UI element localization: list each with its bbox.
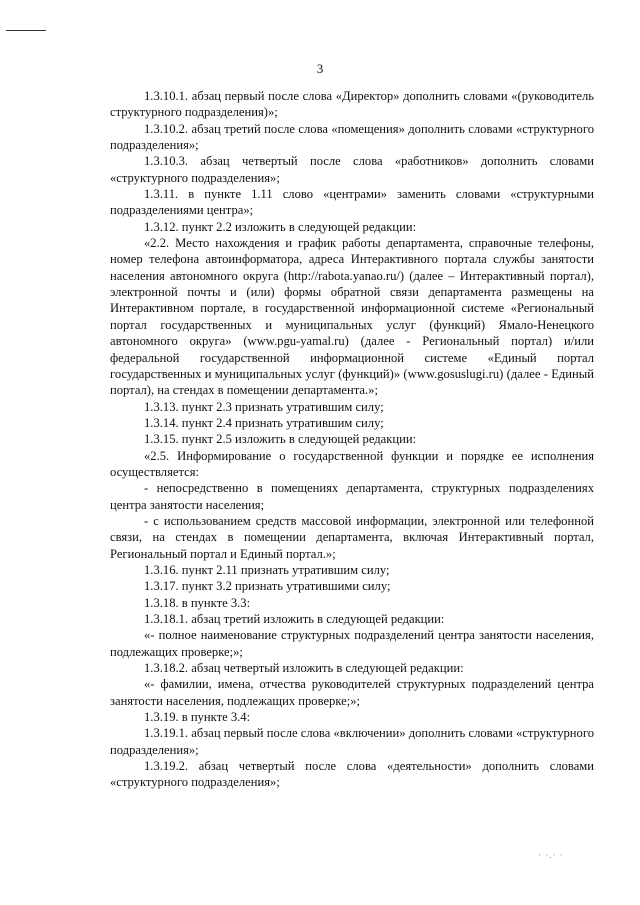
paragraph: «- фамилии, имена, отчества руководителей структурных подразделений центра занятости населения, подлежащих проверке;»; — [110, 677, 594, 708]
paragraph: «2.5. Информирование о государственной функции и порядке ее исполнения осуществляется: — [110, 448, 594, 479]
paragraph: 1.3.17. пункт 3.2 признать утратившими силу; — [144, 579, 391, 594]
paragraph: 1.3.18.1. абзац третий изложить в следующей редакции: — [144, 612, 445, 626]
paragraph: - непосредственно в помещениях департамента, структурных подразделениях центра занятости населения; — [110, 481, 594, 512]
paragraph: 1.3.10.3. абзац четвертый после слова «работников» дополнить словами «структурного подразделения»; — [110, 154, 594, 185]
page-number: 3 — [316, 61, 324, 76]
corner-line-mark — [6, 30, 46, 31]
paragraph: 1.3.11. в пункте 1.11 слово «центрами» заменить словами «структурными подразделениями центра»; — [110, 187, 594, 218]
paragraph: 1.3.13. пункт 2.3 признать утратившим силу; — [144, 399, 384, 414]
paragraph: 1.3.12. пункт 2.2 изложить в следующей редакции: — [144, 219, 417, 234]
paragraph: 1.3.10.1. абзац первый после слова «Директор» дополнить словами «(руководитель структурного подразделения)»; — [110, 89, 594, 120]
paragraph: 1.3.10.2. абзац третий после слова «помещения» дополнить словами «структурного подразделения»; — [110, 121, 594, 153]
paragraph: 1.3.19. в пункте 3.4: — [144, 710, 251, 725]
paragraph: 1.3.19.1. абзац первый после слова «включении» дополнить словами «структурного подразделения»; — [110, 726, 594, 757]
paragraph: 1.3.18.2. абзац четвертый изложить в следующей редакции: — [144, 661, 464, 676]
paragraph: - с использованием средств массовой информации, электронной или телефонной связи, на стендах в помещении департамента, включая Интерактивный портал, Региональный портал и Единый портал.»; — [110, 513, 594, 561]
scan-smudge-mark: · ·.· · — [538, 850, 564, 860]
paragraph: 1.3.15. пункт 2.5 изложить в следующей редакции: — [144, 432, 417, 447]
paragraph: «- полное наименование структурных подразделений центра занятости населения, подлежащих проверке;»; — [110, 628, 594, 659]
paragraph: 1.3.16. пункт 2.11 признать утратившим силу; — [144, 562, 390, 577]
paragraph: 1.3.14. пункт 2.4 признать утратившим силу; — [144, 415, 384, 430]
paragraph: «2.2. Место нахождения и график работы департамента, справочные телефоны, номер телефона автоинформатора, адреса Интерактивного портала службы занятости населения автономного округа (http://rabota.yanao.ru/) (далее – Интерактивный портал), электронной почты и (или) формы обратной связи департамента размещены на Интерактивном портале, в государственной информационной системе «Региональный портал государственных и муниципальных услуг (функций) Ямало-Ненецкого автономного округа» (www.pgu-yamal.ru) (далее - Региональный портал) и/или федеральной государственной информационной системе «Единый портал государственных и муниципальных услуг (функций)» (www.gosuslugi.ru) (далее - Единый портал), на стендах в помещении департамента.»; — [110, 236, 594, 398]
document-body — [110, 88, 594, 791]
paragraph: 1.3.18. в пункте 3.3: — [144, 595, 251, 610]
paragraph: 1.3.19.2. абзац четвертый после слова «деятельности» дополнить словами «структурного подразделения»; — [110, 759, 594, 790]
